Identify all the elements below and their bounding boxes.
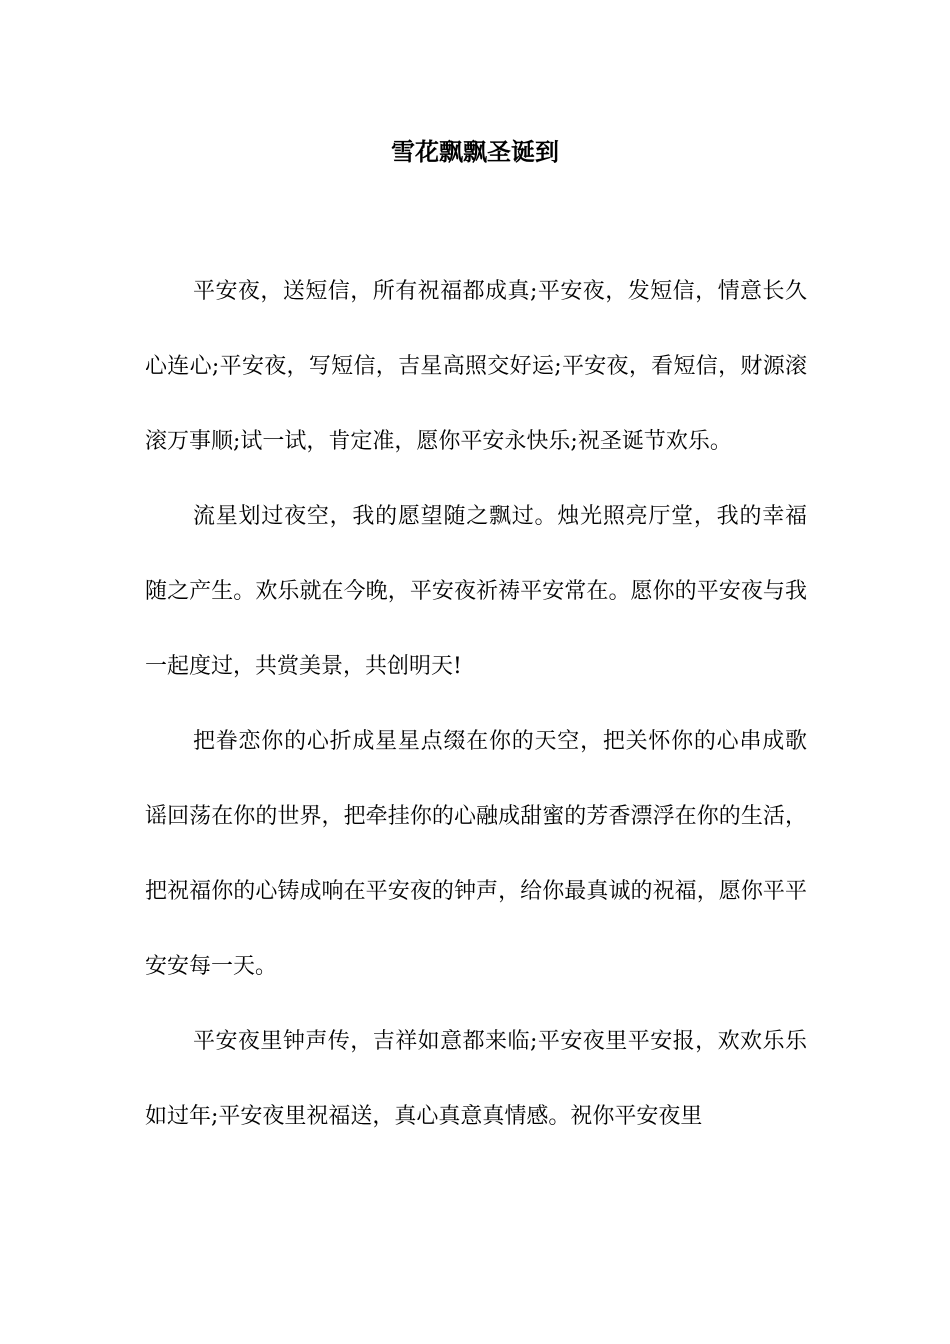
paragraph: 把眷恋你的心折成星星点缀在你的天空，把关怀你的心串成歌谣回荡在你的世界，把牵挂你的心融成甜蜜的芳香漂浮在你的生活，把祝福你的心铸成响在平安夜的钟声，给你最真诚的祝福，愿你平平安安每一天。 xyxy=(145,729,807,979)
document-body xyxy=(145,254,807,1154)
paragraph: 平安夜，送短信，所有祝福都成真;平安夜，发短信，情意长久心连心;平安夜，写短信，吉星高照交好运;平安夜，看短信，财源滚滚万事顺;试一试，肯定准，愿你平安永快乐;祝圣诞节欢乐。 xyxy=(145,279,807,454)
document-title: 雪花飘飘圣诞到 xyxy=(391,138,559,166)
paragraph: 平安夜里钟声传，吉祥如意都来临;平安夜里平安报，欢欢乐乐如过年;平安夜里祝福送，真心真意真情感。祝你平安夜里 xyxy=(145,1029,807,1129)
paragraph: 流星划过夜空，我的愿望随之飘过。烛光照亮厅堂，我的幸福随之产生。欢乐就在今晚，平安夜祈祷平安常在。愿你的平安夜与我一起度过，共赏美景，共创明天! xyxy=(145,504,807,679)
